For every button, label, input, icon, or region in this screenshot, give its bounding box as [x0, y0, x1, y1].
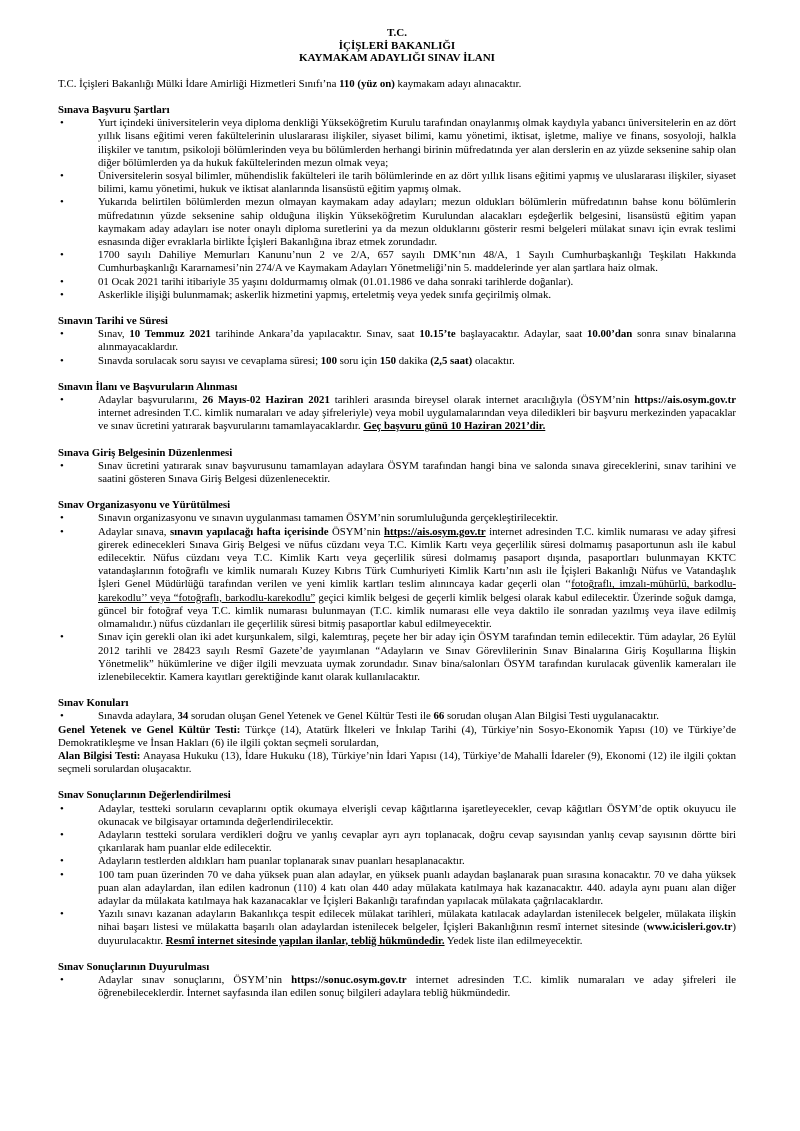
bullet-icon: •	[60, 196, 64, 209]
list-item: • 100 tam puan üzerinden 70 ve daha yüksek puan alan adaylar, en yüksek puanlı adaydan başlanarak puan sırasına konacaktır. 70 ve daha yüksek puan alan adaylardan, ilan edilen kadronun (110) 4 katı olan 440 aday mülakata katılmaya hak kazanacaktır. 440. adayla aynı puanı alan diğer adaylar da mülakata katılmaya hak kazanacaklar ve İçişleri Bakanlığı tarafından yapılacak mülakata çağrılacaklardır.	[60, 868, 736, 907]
section-results-announcement	[58, 961, 736, 1001]
section-application-requirements	[58, 104, 736, 302]
list-item: • Adayların testlerden aldıkları ham puanlar toplanarak sınav puanları hesaplanacaktır.	[60, 855, 465, 868]
bullet-icon: •	[60, 117, 64, 130]
bullet-icon: •	[60, 973, 64, 986]
list-item: • Adaylar, testteki soruların cevaplarını optik okumaya elverişli cevap kâğıtlarına işaretleyecekler, cevap kâğıtları ÖSYM’de optik okuyucu ile okunacak ve bilgisayar ortamında değerlendirilecektir.	[60, 802, 736, 828]
header-tc: T.C.	[387, 27, 407, 39]
list-item: • Sınav, 10 Temmuz 2021 tarihinde Ankara’da yapılacaktır. Sınav, saat 10.15’te başlayacaktır. Adaylar, saat 10.00’dan sonra sınav binalarına alınmayacaklardır.	[60, 328, 736, 354]
list-item: • Yurt içindeki üniversitelerin veya diploma denkliği Yükseköğretim Kurulu tarafından onaylanmış olmak kaydıyla yabancı üniversitelerin en az dört yıllık lisans eğitimi veren fakültelerinin uluslararası ilişkiler, siyaset bilimi, kamu yönetimi, iktisat, işletme, maliye ve finans, sosyoloji, halkla ilişkiler ve tanıtım, psikoloji bölümlerinden veya bu bölümlerden herhangi birinin müfredatında yer alan derslerin en az yüzde seksenine sahip olan diğer bölümlerden ya da hukuk fakültelerinden mezun olmak veya;	[60, 117, 736, 169]
icisleri-link[interactable]: www.icisleri.gov.tr	[646, 921, 733, 934]
section-title: Sınav Sonuçlarının Değerlendirilmesi	[58, 789, 231, 802]
list-item: • 01 Ocak 2021 tarihi itibariyle 35 yaşını doldurmamış olmak (01.01.1986 ve daha sonraki tarihlerde doğanlar).	[60, 275, 574, 288]
list-item: • Üniversitelerin sosyal bilimler, mühendislik fakülteleri ile tarih bölümlerinde en az dört yıllık lisans eğitimi yapmış ve uluslararası ilişkiler, siyaset bilimi, kamu yönetimi, hukuk ve iktisat alanlarında lisansüstü eğitim yapmış olmak.	[60, 170, 736, 196]
list-item: • Sınavda adaylara, 34 sorudan oluşan Genel Yetenek ve Genel Kültür Testi ile 66 sorudan oluşan Alan Bilgisi Testi uygulanacaktır.	[60, 710, 659, 723]
bullet-icon: •	[60, 710, 64, 723]
list-item: • Adaylar sınav sonuçlarını, ÖSYM’nin https://sonuc.osym.gov.tr internet adresinden T.C. kimlik numaraları ve aday şifreleri ile öğrenebileceklerdir. İnternet sayfasında ilan edilen sonuç bilgileri adaylara tebliğ hükmündedir.	[60, 973, 736, 1000]
bullet-icon: •	[60, 512, 64, 525]
list-item: • Sınavın organizasyonu ve sınavın uygulanması tamamen ÖSYM’nin sorumluluğunda gerçekleştirilecektir.	[60, 512, 559, 525]
section-title: Sınavın İlanı ve Başvuruların Alınması	[58, 380, 238, 393]
list-item: • Adayların testteki sorulara verdikleri doğru ve yanlış cevaplar ayrı ayrı toplanacak, doğru cevap sayısından yanlış cevap sayısının dörtte biri çıkarılarak ham puanlar elde edilecektir.	[60, 828, 736, 855]
list-item: • Sınavda sorulacak soru sayısı ve cevaplama süresi; 100 soru için 150 dakika (2,5 saat) olacaktır.	[60, 354, 515, 367]
header-announcement-title: KAYMAKAM ADAYLIĞI SINAV İLANI	[299, 52, 495, 65]
section-title: Sınava Giriş Belgesinin Düzenlenmesi	[58, 446, 233, 459]
bullet-icon: •	[60, 459, 64, 472]
bullet-icon: •	[60, 328, 64, 341]
section-title: Sınav Organizasyonu ve Yürütülmesi	[58, 499, 231, 512]
ais-link[interactable]: https://ais.osym.gov.tr	[634, 394, 736, 407]
bullet-icon: •	[60, 354, 64, 367]
bullet-icon: •	[60, 802, 64, 815]
bullet-icon: •	[60, 288, 64, 301]
list-item: • Sınav ücretini yatırarak sınav başvurusunu tamamlayan adaylara ÖSYM tarafından hangi bina ve salonda sınava gireceklerini, sınav tarihini ve saatini gösteren Sınava Giriş Belgesi düzenlenecektir.	[60, 459, 736, 486]
list-item: • Yukarıda belirtilen bölümlerden mezun olmayan kaymakam aday adayları; mezun oldukları bölümlerin müfredatının bahse konu bölümlerin müfredatının yüzde seksenine sahip olduğuna ilişkin Yükseköğretim Kurulundan alacakları eşdeğerlik belgesini, lisansüstü eğitim yapan kaymakam aday adayları ise noter onaylı diploma suretlerini ya da mezun olduklarını gösterir resmi belgeleri mülakat sınavı için evrak teslimi esnasında diğer evraklarla birlikte İçişleri Bakanlığına ibraz etmek zorundadır.	[60, 196, 736, 249]
bullet-icon: •	[60, 249, 64, 262]
section-title: Sınav Sonuçlarının Duyurulması	[58, 960, 210, 973]
bullet-icon: •	[60, 828, 64, 841]
official-notice-note: Resmî internet sitesinde yapılan ilanlar, tebliğ hükmündedir.	[165, 934, 445, 947]
bullet-icon: •	[60, 868, 64, 881]
section-title: Sınava Başvuru Şartları	[58, 103, 170, 116]
section-title: Sınavın Tarihi ve Süresi	[58, 315, 168, 328]
list-item: • 1700 sayılı Dahiliye Memurları Kanunu’nun 2 ve 2/A, 657 sayılı DMK’nın 48/A, 1 Sayılı Cumhurbaşkanlığı Teşkilatı Hakkında Cumhurbaşkanlığı Kararnamesi’nin 274/A ve Kaymakam Adayları Yönetmeliği’nin 5. maddelerinde yer alan şartlara haiz olmak.	[60, 249, 736, 275]
list-item: • Adaylar sınava, sınavın yapılacağı hafta içerisinde ÖSYM’nin https://ais.osym.gov.tr internet adresinden T.C. kimlik numarası ve aday şifresi girerek edinecekleri Sınava Giriş Belgesi ve nüfus cüzdanı veya T.C. Kimlik Kartı veya geçerlilik süresi dolmamış pasaportunun aslı ile kabul edilecektir. Nüfus cüzdanı veya T.C. Kimlik Kartı veya geçerlilik süresi dolmamış pasaport dışında, pasaportları bulunmayan KKTC vatandaşlarının fotoğraflı ve kimlik numaralı Kuzey Kıbrıs Türk Cumhuriyeti Kimlik Kartı’nın aslı ile İçişleri Bakanlığı Nüfus ve Vatandaşlık İşleri Genel Müdürlüğü tarafından verilen ve yeni kimlik kartları teslim alınıncaya kadar geçerli olan ‘‘fotoğraflı, imzalı-mühürlü, barkodlu-karekodlu’’ veya “fotoğraflı, barkodlu-karekodlu” geçici kimlik belgesi de geçerli kimlik belgesi olarak kabul edilecektir. Üzerinde soğuk damga, güncel bir fotoğraf veya T.C. kimlik numarası bulunmayan (T.C. kimlik numarası elle veya daktilo ile sonradan yazılmış veya ilave edilmiş olmamalıdır.) nüfus cüzdanları ile geçerlilik süresi bitmiş pasaportlar kabul edilmeyecektir.	[60, 525, 736, 631]
bullet-icon: •	[60, 170, 64, 182]
ais-link[interactable]: https://ais.osym.gov.tr	[384, 525, 486, 538]
bullet-icon: •	[60, 855, 64, 868]
bullet-icon: •	[60, 525, 64, 538]
list-item: • Sınav için gerekli olan iki adet kurşunkalem, silgi, kalemtıraş, peçete her bir aday için ÖSYM tarafından temin edilecektir. Tüm adaylar, 26 Eylül 2012 tarihli ve 28423 sayılı Resmî Gazete’de yayımlanan “Adayların ve Sınav Görevlilerinin Sınav Binalarına Giriş Koşullarına İlişkin Yönetmelik” hükümlerine ve diğer ilgili mevzuata uymak zorundadır. Sınav bina/salonları ÖSYM tarafından kurulacak güvenlik kameraları ile izlenebilecektir. Kamera kayıtları gerektiğinde kanıt olarak kullanılacaktır.	[60, 631, 736, 683]
sonuc-link[interactable]: https://sonuc.osym.gov.tr	[291, 973, 407, 986]
section-exam-entry-document	[58, 447, 736, 487]
list-item: • Yazılı sınavı kazanan adayların Bakanlıkça tespit edilecek mülakat tarihleri, mülakata katılacak adaylardan istenilecek belgeler, mülakata ilişkin nihai başarı listesi ve mülakatta başarılı olan adaylardan istenilecek belgeler, İçişleri Bakanlığının resmî internet sitesinde (www.icisleri.gov.tr) duyurulacaktır. Resmî internet sitesinde yapılan ilanlar, tebliğ hükmündedir. Yedek liste ilan edilmeyecektir.	[60, 908, 736, 947]
bullet-icon: •	[60, 275, 64, 288]
bullet-icon: •	[60, 631, 64, 644]
late-application-note: Geç başvuru günü 10 Haziran 2021’dir.	[363, 420, 546, 433]
bullet-icon: •	[60, 908, 64, 921]
header-ministry: İÇİŞLERİ BAKANLIĞI	[338, 39, 456, 52]
bullet-icon: •	[60, 394, 64, 407]
section-exam-organization	[58, 499, 736, 684]
field-test-paragraph: Alan Bilgisi Testi: Anayasa Hukuku (13), İdare Hukuku (18), Türkiye’nin İdari Yapısı (14), Türkiye’de Mahalli İdareler (9), Ekonomi (12) ile ilgili çoktan seçmeli sorulardan oluşacaktır.	[58, 749, 736, 776]
section-exam-topics	[58, 697, 736, 776]
section-exam-date-duration	[58, 315, 736, 368]
section-title: Sınav Konuları	[58, 697, 129, 710]
intro-paragraph: T.C. İçişleri Bakanlığı Mülki İdare Amirliği Hizmetleri Sınıfı’na 110 (yüz on) kaymakam adayı alınacaktır.	[58, 77, 522, 90]
section-results-evaluation	[58, 789, 736, 947]
list-item: • Adaylar başvurularını, 26 Mayıs-02 Haziran 2021 tarihleri arasında bireysel olarak internet aracılığıyla (ÖSYM’nin https://ais.osym.gov.tr internet adresinden T.C. kimlik numaraları ve aday şifreleriyle) veya mobil uygulamalarından veya diledikleri bir başvuru merkezinden yapacaklar ve sınav ücretini yatırarak başvurularını tamamlayacaklardır. Geç başvuru günü 10 Haziran 2021’dir.	[60, 394, 736, 433]
document-header	[58, 27, 736, 65]
section-announcement-applications	[58, 381, 736, 434]
general-test-paragraph: Genel Yetenek ve Genel Kültür Testi: Türkçe (14), Atatürk İlkeleri ve İnkılap Tarihi (4), Türkiye’nin Sosyo-Ekonomik Yapısı (10) ve Türkiye’de Demokratikleşme ve İnsan Hakları (6) ile ilgili çoktan seçmeli sorulardan,	[58, 723, 737, 749]
list-item: • Askerlikle ilişiği bulunmamak; askerlik hizmetini yapmış, erteletmiş veya yedek sınıfa geçirilmiş olmak.	[60, 288, 552, 301]
